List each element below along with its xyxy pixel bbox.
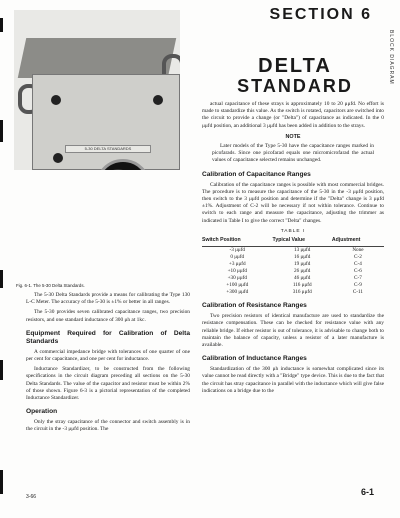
name-plate	[65, 145, 151, 153]
column-header: Typical Value	[273, 237, 332, 247]
table-cell: +300 μμfd	[226, 289, 249, 296]
intro-paragraph: The 5-30 Delta Standards provide a means for calibrating the Type 130 L-C Meter. The accuracy of the 5-30 is ±1% or better in all ranges.	[26, 292, 190, 306]
table-cell: +3 μμfd	[228, 261, 246, 268]
table-title: TABLE I	[280, 228, 306, 234]
operation-heading: Operation	[26, 408, 58, 416]
table-cell: 16 μμfd	[294, 254, 311, 261]
terminal-knob	[51, 95, 61, 105]
margin-bar	[0, 470, 3, 494]
right-column	[202, 101, 384, 398]
margin-bar	[0, 18, 3, 32]
block-diagram-label: BLOCK DIAGRAM	[388, 30, 394, 85]
equipment-paragraph: A commercial impedance bridge with tolerances of one quarter of one per cent for capacitance, and one per cent for inductance.	[26, 348, 190, 363]
table-cell: +10 μμfd	[227, 268, 247, 275]
inductance-paragraph: Standardization of the 300 μh inductance is somewhat complicated since its value cannot be read directly with a "Bridge" type device. This is due to the fact that the circuit has stray capacitance in parallel with the inductance which will give false indications on a bridge due to the	[202, 366, 384, 394]
table-cell: 13 μμfd	[294, 247, 311, 254]
table-cell: C-6	[354, 268, 362, 275]
inductance-heading: Calibration of Inductance Ranges	[202, 355, 307, 363]
intro-continued: actual capacitance of these strays is approximately 10 to 20 μμfd. No effort is made to standardize this value. As the switch is rotated, capacitors are switched into the circuit to provide a change (or "Delta") of capacitance as indicated. In the 0 μμfd position, an additional 3 μμfd has been added in addition to the strays.	[202, 101, 384, 129]
table-cell: C-11	[352, 289, 364, 296]
table-cell: C-2	[354, 254, 362, 261]
operation-paragraph: Only the stray capacitance of the connector and switch assembly is in the circuit in the -3 μμfd position. The	[26, 419, 190, 433]
table-header-row	[202, 237, 384, 247]
terminal-knob	[153, 95, 163, 105]
margin-bar	[0, 360, 3, 380]
table-cell: -3 μμfd	[229, 247, 246, 254]
table-cell: 316 μμfd	[292, 289, 312, 296]
figure-caption: Fig. 6-1. The 5-30 Delta Standards.	[16, 283, 85, 288]
margin-bar	[0, 120, 3, 142]
note-heading: NOTE	[285, 133, 301, 140]
instrument-panel	[32, 74, 180, 170]
table-row	[202, 289, 384, 296]
equipment-heading: Equipment Required for Calibration of Delta Standards	[26, 329, 190, 345]
footer-date: 3-66	[26, 494, 37, 500]
table-cell: 116 μμfd	[292, 282, 312, 289]
table-cell: +100 μμfd	[226, 282, 249, 289]
equipment-paragraph: Inductance Standardizer, to be constructed from the following specifications in the circuit diagram preceding all sections on the 5-30 Delta Standards. The value of the capacitor and resistor must be within 2% of those shown. Figure 6-3 is a pictorial representation of the completed Inductance Standardizer.	[26, 366, 190, 402]
table-cell: C-4	[354, 261, 362, 268]
resistance-paragraph: Two precision resistors of identical manufacture are used to standardize the resistance compensation. These can be checked for resistance value with any reliable bridge. If either resistor is out of tolerance, it is advisable to change both to maintain the balance of capacity, unless a resistor of a later manufacture is available.	[202, 313, 384, 349]
section-heading: SECTION 6	[269, 6, 372, 23]
page-number: 6-1	[360, 487, 374, 497]
terminal-knob	[53, 153, 63, 163]
table-cell: +30 μμfd	[227, 275, 247, 282]
range-dial	[95, 159, 151, 170]
capacitance-paragraph: Calibration of the capacitance ranges is possible with most commercial bridges. The procedure is to measure the capacitance of the 5-30 in the -3 μμfd position, then switch to the 3 μμfd position and determine if the "Delta" change is 3 μμfd ±1%. Adjustment of C-2 will be necessary if not within tolerance. Continue to switch to each range and measure the capacitance, adjusting the trimmer as indicated in Table I to give the correct "Delta" changes.	[202, 181, 384, 224]
capacitance-heading: Calibration of Capacitance Ranges	[202, 170, 311, 178]
table-cell: 46 μμfd	[294, 275, 311, 282]
plate-text: 5-30 DELTA STANDARDS	[84, 146, 132, 151]
title-line-2: STANDARD	[237, 76, 353, 96]
column-header: Adjustment	[332, 237, 384, 247]
note-text: Later models of the Type 5-30 have the capacitance ranges marked in picofarads. Since one picofarad equals one micromicrofarad the actual values of capacitance selected remains unchanged.	[212, 143, 374, 164]
column-header: Switch Position	[202, 237, 273, 247]
table-cell: 0 μμfd	[230, 254, 245, 261]
table-cell: None	[352, 247, 364, 254]
title-line-1: DELTA	[258, 55, 332, 77]
table-row	[202, 247, 384, 255]
instrument-lid	[18, 38, 177, 78]
table-cell: 19 μμfd	[294, 261, 311, 268]
resistance-heading: Calibration of Resistance Ranges	[202, 302, 307, 310]
document-title	[210, 56, 380, 96]
table-cell: 26 μμfd	[294, 268, 311, 275]
intro-paragraph: The 5-30 provides seven calibrated capacitance ranges, two precision resistors, and one standard inductance of 300 μh at 1kc.	[26, 309, 190, 323]
product-photo	[14, 10, 180, 170]
table-cell: C-9	[354, 282, 362, 289]
capacitance-table	[202, 237, 384, 296]
left-column	[26, 292, 190, 437]
margin-bar	[0, 270, 3, 288]
table-cell: C-7	[354, 275, 362, 282]
note-block	[202, 143, 384, 165]
